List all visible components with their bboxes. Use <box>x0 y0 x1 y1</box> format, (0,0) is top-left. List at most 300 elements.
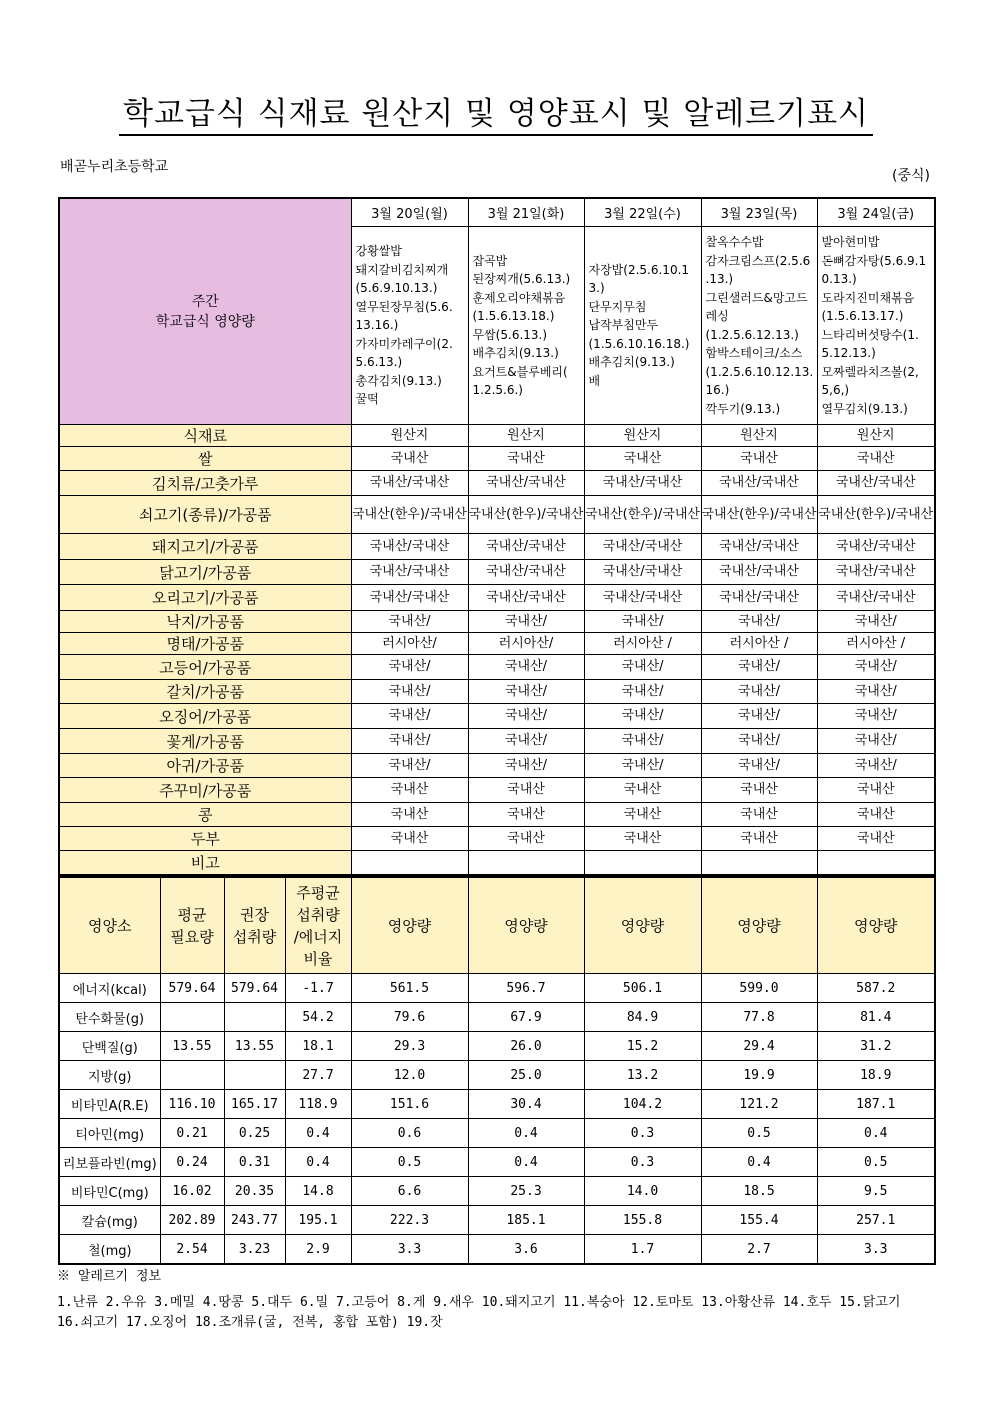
origin-value <box>817 633 935 655</box>
origin-value-text: 국내산/ <box>854 757 897 773</box>
origin-value <box>817 803 935 827</box>
origin-row <box>59 680 935 704</box>
menu-item: 배추김치(9.13.) <box>472 346 559 360</box>
origin-value-text: 국내산(한우)/국내산 <box>818 506 934 522</box>
nutrient-name: 단백질(g) <box>59 1032 160 1061</box>
origin-value <box>701 560 817 585</box>
origin-value <box>701 655 817 680</box>
origin-value <box>584 534 701 560</box>
day-menu <box>817 227 935 425</box>
origin-value-text: 국내산 <box>390 806 429 822</box>
avg-required-value <box>160 1061 224 1090</box>
origin-value <box>584 425 701 447</box>
origin-value <box>351 827 468 851</box>
origin-value <box>584 585 701 611</box>
origin-value <box>468 585 584 611</box>
origin-value-text: 국내산/국내산 <box>602 475 683 490</box>
origin-value <box>468 471 584 496</box>
menu-item: 모짜렐라치즈볼(2, <box>821 364 919 379</box>
amount-header-text: 영양량 <box>387 916 432 935</box>
nutrient-header <box>59 877 160 974</box>
nutrition-row <box>59 1235 935 1265</box>
daily-amount-value: 84.9 <box>584 1003 701 1032</box>
origin-value <box>584 560 701 585</box>
menu-item: 열무김치(9.13.) <box>821 401 908 416</box>
origin-value <box>468 655 584 680</box>
daily-amount-value: 0.4 <box>468 1148 584 1177</box>
daily-amount-value: 3.6 <box>468 1235 584 1265</box>
origin-value <box>468 496 584 534</box>
origin-value-text: 국내산/국내산 <box>835 538 916 554</box>
origin-value-text: 국내산/국내산 <box>369 538 450 554</box>
weekly-ratio-value: 118.9 <box>285 1090 351 1119</box>
origin-row <box>59 704 935 729</box>
origin-value <box>701 585 817 611</box>
origin-label: 고등어/가공품 <box>59 655 351 680</box>
menu-item: 함박스테이크/소스 <box>705 346 803 360</box>
weekly-ratio-value: 2.9 <box>285 1235 351 1265</box>
origin-row <box>59 827 935 851</box>
menu-item: (5.6.9.10.13.) <box>355 281 438 296</box>
origin-value <box>817 611 935 633</box>
menu-item: (1.5.6.13.17.) <box>821 309 904 323</box>
origin-value-text: 국내산/ <box>388 659 431 674</box>
menu-item: 13.16.) <box>355 318 399 333</box>
menu-item: 0.13.) <box>821 272 857 286</box>
recommended-value <box>224 1003 285 1032</box>
day-menu <box>351 227 468 425</box>
origin-value <box>351 680 468 704</box>
origin-value <box>468 754 584 778</box>
avg-required-value: 13.55 <box>160 1032 224 1061</box>
origin-value <box>468 778 584 803</box>
weekly-ratio-header-line: 섭취량 <box>296 905 340 924</box>
origin-value <box>817 729 935 754</box>
origin-row <box>59 447 935 471</box>
daily-amount-value: 561.5 <box>351 974 468 1003</box>
origin-row <box>59 585 935 611</box>
origin-value-text: 국내산/ <box>388 683 431 699</box>
origin-row <box>59 655 935 680</box>
menu-item: 무쌈(5.6.13.) <box>472 327 548 342</box>
origin-row <box>59 425 935 447</box>
page-title: 학교급식 식재료 원산지 및 영양표시 및 알레르기표시 <box>0 88 992 133</box>
origin-value-text: 국내산/ <box>737 757 781 773</box>
origin-value-text: 국내산 <box>507 806 545 822</box>
daily-amount-value: 222.3 <box>351 1206 468 1235</box>
origin-value <box>584 471 701 496</box>
weekly-ratio-header-line: /에너지 <box>293 927 343 946</box>
menu-item: 도라지진미채볶음 <box>821 290 915 305</box>
origin-value <box>351 471 468 496</box>
menu-item: 5.12.13.) <box>821 346 876 360</box>
daily-amount-value: 31.2 <box>817 1032 935 1061</box>
avg-required-header-line: 평균 <box>177 905 207 924</box>
origin-value <box>701 704 817 729</box>
nutrition-row <box>59 974 935 1003</box>
origin-value-text: 국내산/국내산 <box>369 564 450 579</box>
nutrient-name: 철(mg) <box>59 1235 160 1265</box>
origin-value <box>351 496 468 534</box>
origin-value <box>584 680 701 704</box>
origin-value-text: 국내산 <box>740 830 778 846</box>
origin-value <box>701 496 817 534</box>
origin-value <box>817 471 935 496</box>
origin-value-text: 국내산(한우)/국내산 <box>468 506 584 522</box>
origin-row <box>59 729 935 754</box>
origin-row <box>59 496 935 534</box>
daily-amount-value: 257.1 <box>817 1206 935 1235</box>
weekly-label-cell <box>59 198 351 425</box>
recommended-value: 579.64 <box>224 974 285 1003</box>
daily-amount-value: 67.9 <box>468 1003 584 1032</box>
daily-amount-value: 0.4 <box>701 1148 817 1177</box>
avg-required-value: 16.02 <box>160 1177 224 1206</box>
origin-label: 오징어/가공품 <box>59 704 351 729</box>
menu-item: (1.2.5.6.12.13.) <box>705 327 799 342</box>
day-menu <box>468 227 584 425</box>
origin-value <box>584 827 701 851</box>
day-date: 3월 21일(화) <box>468 198 584 227</box>
nutrient-name: 지방(g) <box>59 1061 160 1090</box>
allergy-line-1: 1.난류 2.우유 3.메밀 4.땅콩 5.대두 6.밀 7.고등어 8.게 9.새우 10.돼지고기 11.복숭아 12.토마토 13.아황산류 14.호두 15.닭고기 <box>57 1295 901 1310</box>
nutrition-row <box>59 1090 935 1119</box>
origin-value <box>468 447 584 471</box>
origin-value-text: 원산지 <box>740 427 778 443</box>
origin-value-text: 국내산/국내산 <box>719 538 799 554</box>
origin-label: 낙지/가공품 <box>59 611 351 633</box>
origin-value <box>468 851 584 875</box>
daily-amount-value: 1.7 <box>584 1235 701 1265</box>
recommended-value: 0.25 <box>224 1119 285 1148</box>
menu-item: (1.5.6.10.16.18.) <box>588 336 690 351</box>
amount-header <box>351 877 468 974</box>
origin-label: 주꾸미/가공품 <box>59 778 351 803</box>
origin-value <box>468 680 584 704</box>
menu-item: 5,6,) <box>821 383 850 397</box>
origin-value <box>584 611 701 633</box>
amount-header <box>701 877 817 974</box>
recommended-value: 0.31 <box>224 1148 285 1177</box>
weekly-ratio-header-line: 비율 <box>303 949 333 968</box>
menu-item: 요거트&블루베리( <box>472 364 568 379</box>
origin-row <box>59 803 935 827</box>
origin-value <box>351 729 468 754</box>
weekly-ratio-value: 14.8 <box>285 1177 351 1206</box>
origin-label: 두부 <box>59 827 351 851</box>
menu-item: 찰옥수수밥 <box>705 235 764 249</box>
origin-value-text: 국내산 <box>623 806 662 822</box>
origin-value <box>584 633 701 655</box>
nutrient-name: 비타민C(mg) <box>59 1177 160 1206</box>
weekly-ratio-value: 195.1 <box>285 1206 351 1235</box>
nutrition-row <box>59 1206 935 1235</box>
origin-label: 꽃게/가공품 <box>59 729 351 754</box>
daily-amount-value: 0.5 <box>351 1148 468 1177</box>
allergy-title: ※ 알레르기 정보 <box>57 1269 162 1284</box>
daily-amount-value: 2.7 <box>701 1235 817 1265</box>
daily-amount-value: 9.5 <box>817 1177 935 1206</box>
origin-value-text: 국내산 <box>856 806 895 822</box>
daily-amount-value: 25.0 <box>468 1061 584 1090</box>
origin-value-text: 국내산/국내산 <box>835 564 916 579</box>
origin-value-text: 국내산 <box>507 830 545 846</box>
nutrition-row <box>59 1032 935 1061</box>
weekly-ratio-value: 27.7 <box>285 1061 351 1090</box>
origin-value-text: 국내산/ <box>504 659 548 674</box>
origin-value-text: 국내산 <box>390 450 429 466</box>
menu-item: 그린샐러드&망고드 <box>705 290 808 305</box>
origin-value-text: 국내산/국내산 <box>486 564 566 579</box>
origin-value <box>468 611 584 633</box>
menu-item: 감자크림스프(2.5.6 <box>705 253 811 268</box>
origin-value <box>817 447 935 471</box>
menu-item: 단무지무침 <box>588 299 647 314</box>
daily-amount-value: 81.4 <box>817 1003 935 1032</box>
origin-row <box>59 471 935 496</box>
origin-value-text: 국내산/ <box>388 757 431 773</box>
origin-value-text: 국내산(한우)/국내산 <box>701 506 817 522</box>
menu-item: 16.) <box>705 383 730 397</box>
daily-amount-value: 18.9 <box>817 1061 935 1090</box>
nutrient-name: 에너지(kcal) <box>59 974 160 1003</box>
origin-value-text: 국내산/ <box>504 683 548 699</box>
origin-value-text: 국내산/국내산 <box>602 564 683 579</box>
origin-value <box>701 471 817 496</box>
day-menu <box>701 227 817 425</box>
origin-value <box>351 560 468 585</box>
weekly-ratio-header-line: 주평균 <box>296 883 340 902</box>
avg-required-header-line: 필요량 <box>170 927 214 946</box>
menu-item: 돈뼈감자탕(5.6.9.1 <box>821 253 927 268</box>
daily-amount-value: 6.6 <box>351 1177 468 1206</box>
origin-value <box>468 425 584 447</box>
origin-value <box>701 611 817 633</box>
origin-value-text: 국내산/국내산 <box>486 475 566 490</box>
origin-value-text: 국내산/ <box>854 733 897 748</box>
day-date: 3월 22일(수) <box>584 198 701 227</box>
menu-item: (1.5.6.13.18.) <box>472 309 555 323</box>
origin-value-text: 국내산/ <box>621 757 664 773</box>
amount-header <box>468 877 584 974</box>
menu-item: 훈제오리야채볶음 <box>472 290 566 305</box>
origin-value-text: 국내산/ <box>737 708 781 723</box>
nutrition-row <box>59 1177 935 1206</box>
day-date: 3월 24일(금) <box>817 198 935 227</box>
menu-item: 느타리버섯탕수(1. <box>821 327 919 342</box>
avg-required-value: 202.89 <box>160 1206 224 1235</box>
menu-item: 열무된장무침(5.6. <box>355 299 453 314</box>
daily-amount-value: 30.4 <box>468 1090 584 1119</box>
origin-value <box>351 655 468 680</box>
origin-value <box>584 754 701 778</box>
day-menu <box>584 227 701 425</box>
recommended-value: 165.17 <box>224 1090 285 1119</box>
origin-value <box>584 704 701 729</box>
recommended-value: 243.77 <box>224 1206 285 1235</box>
origin-value-text: 국내산 <box>740 806 778 822</box>
origin-value <box>351 633 468 655</box>
avg-required-header <box>160 877 224 974</box>
nutrient-name: 리보플라빈(mg) <box>59 1148 160 1177</box>
menu-item: 배 <box>588 373 601 388</box>
origin-value-text: 국내산 <box>507 450 545 466</box>
origin-value <box>351 534 468 560</box>
daily-amount-value: 0.4 <box>817 1119 935 1148</box>
origin-value-text: 국내산 <box>740 782 778 797</box>
nutrition-row <box>59 1061 935 1090</box>
menu-item: 배추김치(9.13.) <box>588 355 675 370</box>
origin-value <box>351 425 468 447</box>
menu-item: 5.6.13.) <box>355 355 403 370</box>
origin-label: 아귀/가공품 <box>59 754 351 778</box>
origin-value-text: 국내산/국내산 <box>602 538 683 554</box>
daily-amount-value: 13.2 <box>584 1061 701 1090</box>
menu-item: 발아현미밥 <box>821 235 880 249</box>
menu-item: 자장밥(2.5.6.10.1 <box>588 262 690 277</box>
daily-amount-value: 104.2 <box>584 1090 701 1119</box>
nutrition-row <box>59 1003 935 1032</box>
menu-item: 가자미카레구이(2. <box>355 336 453 351</box>
origin-row <box>59 754 935 778</box>
origin-value-text: 국내산/ <box>621 683 664 699</box>
origin-value-text: 국내산/ <box>854 659 897 674</box>
daily-amount-value: 0.5 <box>701 1119 817 1148</box>
origin-value <box>584 729 701 754</box>
nutrient-name: 칼슘(mg) <box>59 1206 160 1235</box>
origin-value <box>584 803 701 827</box>
weekly-ratio-value: -1.7 <box>285 974 351 1003</box>
origin-value <box>817 754 935 778</box>
amount-header <box>817 877 935 974</box>
origin-value <box>584 655 701 680</box>
origin-value <box>468 633 584 655</box>
menu-item: 잡곡밥 <box>472 253 508 268</box>
origin-value-text: 원산지 <box>507 427 545 443</box>
school-name: 배곧누리초등학교 <box>60 159 169 175</box>
origin-value-text: 러시아산 / <box>729 635 789 651</box>
origin-value-text: 국내산/ <box>737 659 781 674</box>
origin-value <box>351 803 468 827</box>
origin-label: 닭고기/가공품 <box>59 560 351 585</box>
origin-label: 명태/가공품 <box>59 633 351 655</box>
origin-value-text: 국내산/ <box>737 613 781 629</box>
origin-value <box>701 754 817 778</box>
avg-required-value <box>160 1003 224 1032</box>
origin-value-text: 국내산/ <box>388 733 431 748</box>
origin-value-text: 국내산 <box>740 450 778 466</box>
origin-value <box>817 560 935 585</box>
weekly-label-line: 학교급식 영양량 <box>155 313 255 330</box>
origin-value <box>351 704 468 729</box>
meal-type: (중식) <box>892 168 930 184</box>
daily-amount-value: 155.8 <box>584 1206 701 1235</box>
daily-amount-value: 0.4 <box>468 1119 584 1148</box>
nutrient-name: 탄수화물(g) <box>59 1003 160 1032</box>
recommended-value: 13.55 <box>224 1032 285 1061</box>
origin-value <box>701 680 817 704</box>
origin-value-text: 국내산/국내산 <box>486 589 566 605</box>
avg-required-value: 116.10 <box>160 1090 224 1119</box>
origin-label: 오리고기/가공품 <box>59 585 351 611</box>
menu-item: .13.) <box>705 272 734 286</box>
origin-label: 식재료 <box>59 425 351 447</box>
origin-value-text: 국내산/ <box>854 708 897 723</box>
origin-value-text: 러시아산 / <box>846 635 906 651</box>
origin-value-text: 국내산 <box>390 830 429 846</box>
origin-label: 콩 <box>59 803 351 827</box>
origin-value <box>817 680 935 704</box>
avg-required-value: 579.64 <box>160 974 224 1003</box>
menu-item: 레싱 <box>705 309 729 323</box>
origin-row <box>59 778 935 803</box>
avg-required-value: 0.21 <box>160 1119 224 1148</box>
origin-value <box>817 534 935 560</box>
daily-amount-value: 79.6 <box>351 1003 468 1032</box>
day-date: 3월 23일(목) <box>701 198 817 227</box>
origin-value-text: 국내산/ <box>621 659 664 674</box>
recommended-value: 20.35 <box>224 1177 285 1206</box>
nutrition-row <box>59 1119 935 1148</box>
daily-amount-value: 599.0 <box>701 974 817 1003</box>
origin-value-text: 국내산 <box>507 782 545 797</box>
origin-value <box>468 827 584 851</box>
origin-value-text: 국내산 <box>390 782 429 797</box>
menu-item: 돼지갈비김치찌개 <box>355 262 449 277</box>
menu-item: 납작부침만두 <box>588 318 659 333</box>
amount-header-text: 영양량 <box>854 916 898 935</box>
origin-value <box>817 425 935 447</box>
origin-value <box>701 851 817 875</box>
origin-value <box>817 827 935 851</box>
origin-value-text: 국내산/ <box>504 613 548 629</box>
origin-value-text: 원산지 <box>623 427 662 443</box>
nutrient-header-text: 영양소 <box>88 916 132 935</box>
weekly-ratio-value: 0.4 <box>285 1148 351 1177</box>
daily-amount-value: 121.2 <box>701 1090 817 1119</box>
origin-value <box>701 778 817 803</box>
daily-amount-value: 0.6 <box>351 1119 468 1148</box>
origin-row <box>59 611 935 633</box>
origin-value <box>468 803 584 827</box>
origin-value <box>351 754 468 778</box>
origin-label: 김치류/고춧가루 <box>59 471 351 496</box>
origin-value-text: 국내산/ <box>854 683 897 699</box>
origin-label: 돼지고기/가공품 <box>59 534 351 560</box>
origin-value-text: 국내산/국내산 <box>369 475 450 490</box>
origin-value-text: 국내산 <box>623 450 662 466</box>
daily-amount-value: 77.8 <box>701 1003 817 1032</box>
origin-value-text: 국내산/국내산 <box>835 475 916 490</box>
origin-value-text: 국내산/국내산 <box>719 564 799 579</box>
origin-value-text: 국내산/국내산 <box>602 589 683 605</box>
origin-value <box>351 585 468 611</box>
origin-value <box>817 851 935 875</box>
recommended-value <box>224 1061 285 1090</box>
daily-amount-value: 29.4 <box>701 1032 817 1061</box>
origin-value <box>584 447 701 471</box>
recommended-header-line: 섭취량 <box>232 927 277 946</box>
origin-value <box>584 851 701 875</box>
daily-amount-value: 3.3 <box>817 1235 935 1265</box>
origin-value <box>817 655 935 680</box>
allergy-line-2: 16.쇠고기 17.오징어 18.조개류(굴, 전복, 홍합 포함) 19.잣 <box>57 1315 443 1330</box>
amount-header <box>584 877 701 974</box>
origin-row <box>59 534 935 560</box>
menu-item: 총각김치(9.13.) <box>355 373 442 388</box>
amount-header-text: 영양량 <box>504 916 548 935</box>
origin-value-text: 국내산 <box>856 450 895 466</box>
